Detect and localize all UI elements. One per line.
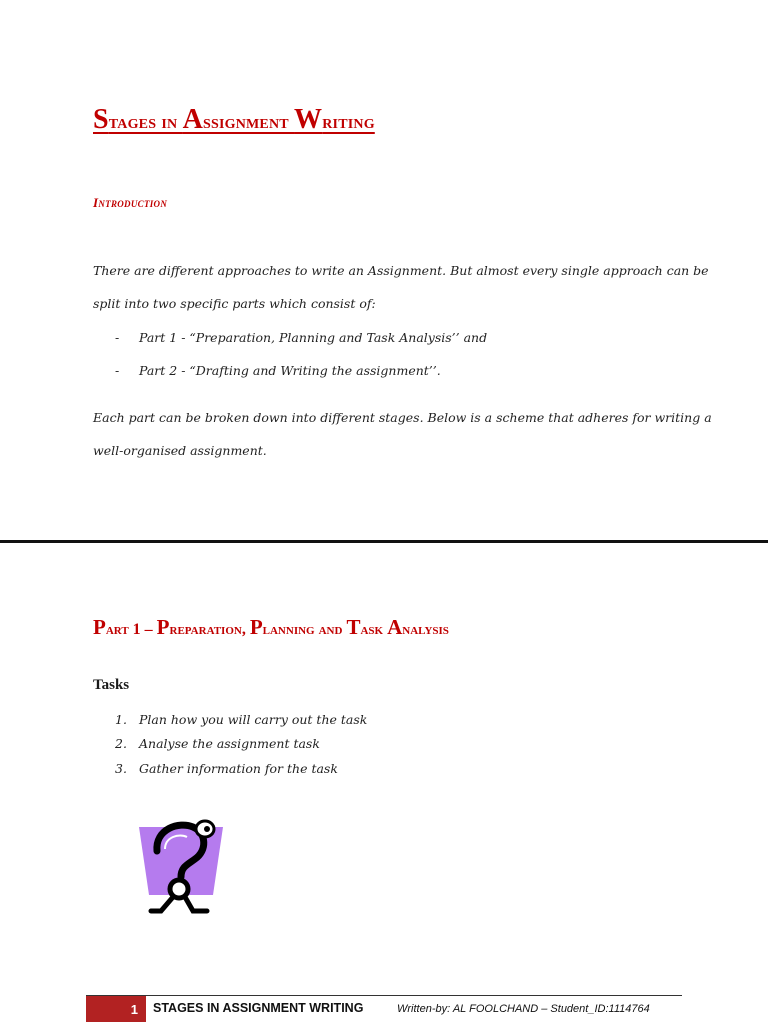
- introduction-heading: Introduction: [93, 195, 168, 210]
- task-item: Gather information for the task: [139, 761, 338, 776]
- tasks-heading: Tasks: [93, 677, 130, 693]
- task-item: Analyse the assignment task: [139, 736, 320, 751]
- task-number: 2.: [115, 736, 127, 751]
- section-divider: [0, 540, 768, 543]
- intro-paragraph-line-1: There are different approaches to write an Assignment. But almost every single approach can be: [93, 263, 709, 278]
- question-mark-figure-icon: [135, 815, 227, 921]
- task-number: 3.: [115, 761, 127, 776]
- bullet-marker: -: [115, 330, 120, 345]
- page-number: 1: [86, 996, 146, 1022]
- intro-paragraph-2-line-2: well-organised assignment.: [93, 443, 267, 458]
- bullet-part-2: Part 2 - “Drafting and Writing the assignment’’.: [139, 363, 441, 378]
- bullet-part-1: Part 1 - “Preparation, Planning and Task Analysis’’ and: [139, 330, 488, 345]
- document-title: Stages in Assignment Writing: [93, 104, 375, 135]
- bullet-marker: -: [115, 363, 120, 378]
- intro-paragraph-line-2: split into two specific parts which consist of:: [93, 296, 376, 311]
- task-number: 1.: [115, 712, 127, 727]
- part-1-heading: Part 1 – Preparation, Planning and Task Analysis: [93, 615, 449, 639]
- footer-rule: [86, 995, 682, 996]
- footer-author: Written-by: AL FOOLCHAND – Student_ID:1114764: [397, 1003, 650, 1015]
- footer-title: STAGES IN ASSIGNMENT WRITING: [153, 1001, 364, 1015]
- intro-paragraph-2-line-1: Each part can be broken down into different stages. Below is a scheme that adheres for writing a: [93, 410, 712, 425]
- task-item: Plan how you will carry out the task: [139, 712, 368, 727]
